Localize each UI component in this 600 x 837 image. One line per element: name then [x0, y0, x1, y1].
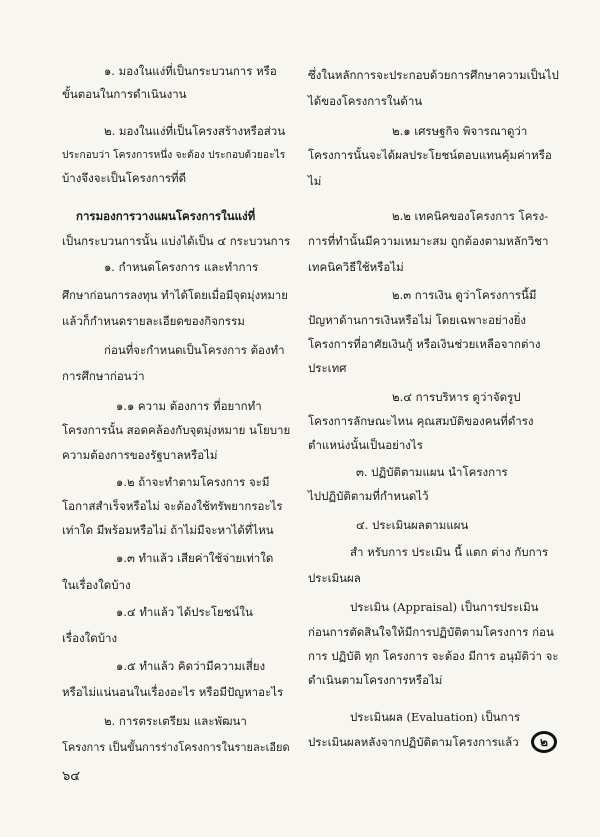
text-line: ปัญหาด้านการเงินหรือไม่ โดยเฉพาะอย่างยิ่ง: [308, 313, 527, 327]
text-line: โครงการที่อาศัยเงินกู้ หรือเงินช่วยเหลือจากต่าง: [308, 337, 541, 351]
text-line: ตำแหน่งนั้นเป็นอย่างไร: [308, 438, 423, 452]
text-line: แล้วก็กำหนดรายละเอียดของกิจกรรม: [62, 314, 245, 328]
text-line: เทคนิควิธีใช้หรือไม่: [308, 260, 404, 274]
text-line: สำ หรับการ ประเมิน นี้ แตก ต่าง กับการ: [350, 545, 549, 559]
text-line: ก่อนที่จะกำหนดเป็นโครงการ ต้องทำ: [104, 343, 285, 357]
text-line: ๑. มองในแง่ที่เป็นกระบวนการ หรือ: [104, 64, 277, 78]
text-line: โอกาสสำเร็จหรือไม่ จะต้องใช้ทรัพยากรอะไร: [62, 499, 283, 513]
page-number: ๖๔: [62, 769, 81, 784]
text-line: ๒.๓ การเงิน ดูว่าโครงการนี้มี: [392, 288, 537, 302]
text-line: โครงการลักษณะไหน คุณสมบัติของคนที่ดำรง: [308, 414, 534, 428]
text-line: ได้ของโครงการในด้าน: [308, 94, 423, 108]
text-line: โครงการนั้น สอดคล้องกับจุดมุ่งหมาย นโยบาย: [62, 423, 291, 437]
text-line: เท่าใด มีพร้อมหรือไม่ ถ้าไม่มีจะหาได้ที่ไหน: [62, 523, 274, 537]
text-line: ประเมินผล (Evaluation) เป็นการ: [350, 710, 521, 724]
text-line: บ้างจึงจะเป็นโครงการที่ดี: [62, 171, 187, 185]
text-line: ๓. ปฏิบัติตามแผน นำโครงการ: [356, 465, 508, 479]
text-line: ประเมินผล: [308, 571, 361, 585]
text-line: เรื่องใดบ้าง: [62, 631, 118, 645]
text-line: ๒. การตระเตรียม และพัฒนา: [104, 714, 247, 728]
text-line: ในเรื่องใดบ้าง: [62, 578, 131, 592]
text-line: ๑.๓ ทำแล้ว เสียค่าใช้จ่ายเท่าใด: [116, 551, 274, 565]
text-line: ซึ่งในหลักการจะประกอบด้วยการศึกษาความเป็นไป: [308, 68, 559, 82]
text-line: ประกอบว่า โครงการหนึ่ง จะต้อง ประกอบด้วยอะไร: [62, 149, 286, 161]
text-line: ความต้องการของรัฐบาลหรือไม่: [62, 448, 218, 462]
text-line: ศึกษาก่อนการลงทุน ทำได้โดยเมื่อมีจุดมุ่งหมาย: [62, 289, 288, 302]
text-line: ๒.๔ การบริหาร ดูว่าจัดรูป: [392, 390, 521, 404]
circled-number-mark: ๒: [531, 731, 557, 753]
text-line: ๑.๑ ความ ต้องการ ที่อยากทำ: [116, 399, 262, 413]
text-line: ๑.๒ ถ้าจะทำตามโครงการ จะมี: [116, 475, 270, 489]
text-line: ดำเนินตามโครงการหรือไม่: [308, 673, 443, 687]
text-line: ขั้นตอนในการดำเนินงาน: [62, 87, 187, 101]
text-line: ๒. มองในแง่ที่เป็นโครงสร้างหรือส่วน: [104, 124, 286, 138]
text-line: โครงการ เป็นขั้นการร่างโครงการในรายละเอียด: [62, 741, 290, 754]
text-line: ๒.๑ เศรษฐกิจ พิจารณาดูว่า: [392, 124, 528, 138]
text-line: ก่อนการตัดสินใจให้มีการปฏิบัติตามโครงการ ก่อน: [308, 625, 554, 639]
text-line: ประเมิน (Appraisal) เป็นการประเมิน: [350, 600, 539, 614]
text-line: ไม่: [308, 174, 322, 188]
text-line: ประเทศ: [308, 361, 347, 375]
text-line: ๑.๔ ทำแล้ว ได้ประโยชน์ใน: [116, 605, 253, 619]
text-line: หรือไม่แน่นอนในเรื่องอะไร หรือมีปัญหาอะไร: [62, 685, 284, 699]
section-heading: การมองการวางแผนโครงการในแง่ที่: [76, 209, 256, 223]
text-line: ๑. กำหนดโครงการ และทำการ: [104, 260, 259, 274]
text-line: ไปปฏิบัติตามที่กำหนดไว้: [308, 489, 429, 503]
text-line: โครงการนั้นจะได้ผลประโยชน์ตอบแทนคุ้มค่าหรือ: [308, 148, 552, 162]
text-line: การที่ทำนั้นมีความเหมาะสม ถูกต้องตามหลักวิชา: [308, 234, 549, 248]
text-line: ประเมินผลหลังจากปฏิบัติตามโครงการแล้ว: [308, 735, 519, 749]
text-line: เป็นกระบวนการนั้น แบ่งได้เป็น ๔ กระบวนการ: [62, 234, 291, 248]
text-line: การ ปฏิบัติ ทุก โครงการ จะต้อง มีการ อนุมัติว่า จะ: [308, 649, 559, 663]
text-line: ๑.๕ ทำแล้ว คิดว่ามีความเสี่ยง: [116, 659, 266, 673]
text-line: ๒.๒ เทคนิคของโครงการ โครง-: [392, 209, 549, 223]
text-line: การศึกษาก่อนว่า: [62, 369, 145, 383]
text-line: ๔. ประเมินผลตามแผน: [356, 518, 469, 532]
